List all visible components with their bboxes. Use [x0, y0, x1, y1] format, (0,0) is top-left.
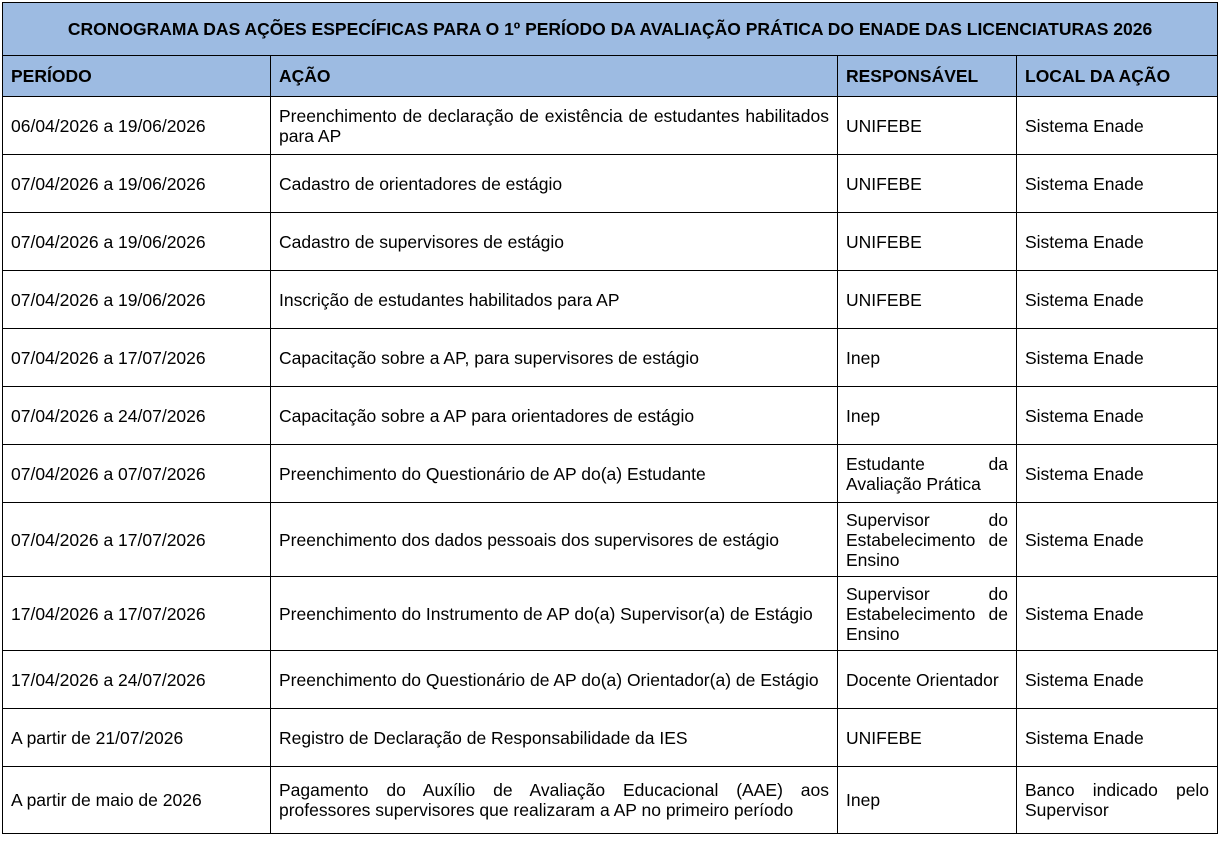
cell-responsavel: Estudante da Avaliação Prática	[838, 445, 1017, 503]
cell-acao: Pagamento do Auxílio de Avaliação Educacional (AAE) aos professores supervisores que realizaram a AP no primeiro período	[271, 767, 838, 834]
cell-local: Sistema Enade	[1017, 329, 1218, 387]
cell-acao: Preenchimento do Questionário de AP do(a) Orientador(a) de Estágio	[271, 651, 838, 709]
cell-local: Sistema Enade	[1017, 709, 1218, 767]
column-header-local: LOCAL DA AÇÃO	[1017, 56, 1218, 97]
cell-responsavel: Supervisor do Estabelecimento de Ensino	[838, 503, 1017, 577]
cell-acao: Cadastro de orientadores de estágio	[271, 155, 838, 213]
cell-local: Sistema Enade	[1017, 213, 1218, 271]
cell-periodo: 07/04/2026 a 17/07/2026	[3, 503, 271, 577]
cell-acao: Preenchimento do Questionário de AP do(a) Estudante	[271, 445, 838, 503]
cell-responsavel: UNIFEBE	[838, 271, 1017, 329]
cell-acao: Cadastro de supervisores de estágio	[271, 213, 838, 271]
cell-local: Sistema Enade	[1017, 445, 1218, 503]
cell-periodo: 07/04/2026 a 17/07/2026	[3, 329, 271, 387]
cell-periodo: 17/04/2026 a 24/07/2026	[3, 651, 271, 709]
cell-local: Sistema Enade	[1017, 97, 1218, 155]
cell-periodo: 07/04/2026 a 24/07/2026	[3, 387, 271, 445]
cell-periodo: 07/04/2026 a 19/06/2026	[3, 155, 271, 213]
cell-responsavel: Supervisor do Estabelecimento de Ensino	[838, 577, 1017, 651]
cell-responsavel: UNIFEBE	[838, 97, 1017, 155]
cell-acao: Capacitação sobre a AP, para supervisores de estágio	[271, 329, 838, 387]
cell-local: Sistema Enade	[1017, 387, 1218, 445]
cell-responsavel: Inep	[838, 767, 1017, 834]
cell-responsavel: Inep	[838, 329, 1017, 387]
column-header-responsavel: RESPONSÁVEL	[838, 56, 1017, 97]
table-row	[3, 445, 1218, 503]
cell-responsavel: UNIFEBE	[838, 213, 1017, 271]
table-row	[3, 651, 1218, 709]
column-header-acao: AÇÃO	[271, 56, 838, 97]
cell-periodo: 17/04/2026 a 17/07/2026	[3, 577, 271, 651]
cell-responsavel: UNIFEBE	[838, 155, 1017, 213]
cell-acao: Preenchimento de declaração de existência de estudantes habilitados para AP	[271, 97, 838, 155]
cell-responsavel: UNIFEBE	[838, 709, 1017, 767]
table-row	[3, 577, 1218, 651]
cell-acao: Inscrição de estudantes habilitados para AP	[271, 271, 838, 329]
cell-local: Sistema Enade	[1017, 651, 1218, 709]
cell-local: Sistema Enade	[1017, 271, 1218, 329]
cell-acao: Registro de Declaração de Responsabilidade da IES	[271, 709, 838, 767]
table-row	[3, 329, 1218, 387]
table-row	[3, 155, 1218, 213]
table-row	[3, 767, 1218, 834]
cell-periodo: 07/04/2026 a 19/06/2026	[3, 271, 271, 329]
column-header-periodo: PERÍODO	[3, 56, 271, 97]
cell-local: Sistema Enade	[1017, 577, 1218, 651]
table-row	[3, 503, 1218, 577]
schedule-table	[2, 2, 1218, 834]
cell-periodo: 07/04/2026 a 19/06/2026	[3, 213, 271, 271]
table-row	[3, 213, 1218, 271]
table-row	[3, 387, 1218, 445]
cell-local: Sistema Enade	[1017, 503, 1218, 577]
cell-acao: Preenchimento dos dados pessoais dos supervisores de estágio	[271, 503, 838, 577]
cell-responsavel: Inep	[838, 387, 1017, 445]
cell-responsavel: Docente Orientador	[838, 651, 1017, 709]
cell-local: Sistema Enade	[1017, 155, 1218, 213]
cell-acao: Capacitação sobre a AP para orientadores de estágio	[271, 387, 838, 445]
cell-periodo: A partir de maio de 2026	[3, 767, 271, 834]
table-row	[3, 709, 1218, 767]
table-row	[3, 271, 1218, 329]
cell-local: Banco indicado pelo Supervisor	[1017, 767, 1218, 834]
cell-periodo: A partir de 21/07/2026	[3, 709, 271, 767]
cell-periodo: 07/04/2026 a 07/07/2026	[3, 445, 271, 503]
table-title: CRONOGRAMA DAS AÇÕES ESPECÍFICAS PARA O 1º PERÍODO DA AVALIAÇÃO PRÁTICA DO ENADE DAS LICENCIATURAS 2026	[3, 3, 1218, 56]
cell-periodo: 06/04/2026 a 19/06/2026	[3, 97, 271, 155]
cell-acao: Preenchimento do Instrumento de AP do(a) Supervisor(a) de Estágio	[271, 577, 838, 651]
table-row	[3, 97, 1218, 155]
